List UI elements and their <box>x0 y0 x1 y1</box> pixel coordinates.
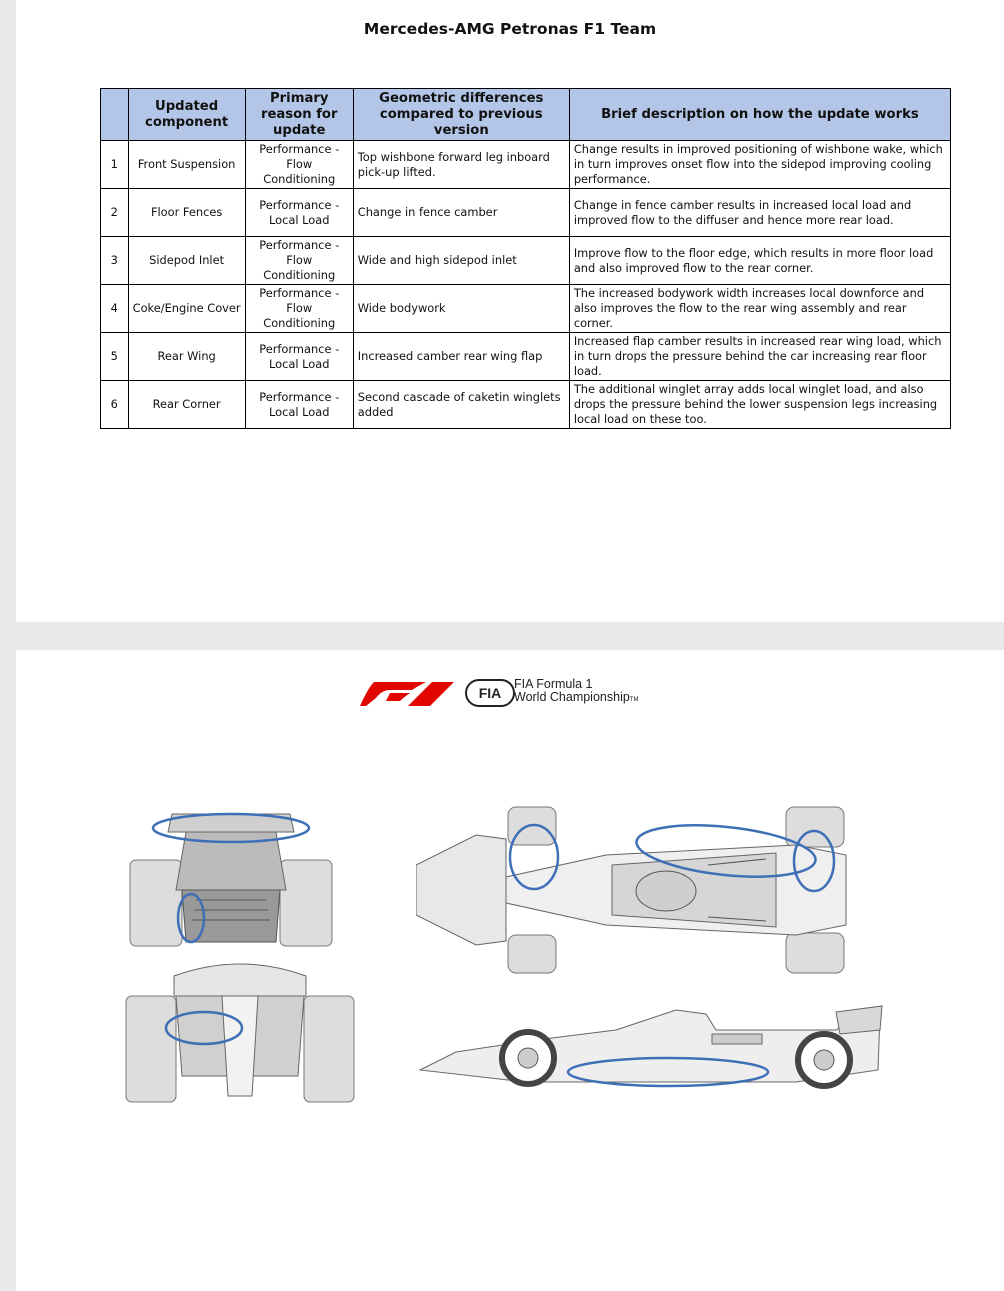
header-num <box>101 89 129 141</box>
row-number: 1 <box>101 141 129 189</box>
document-page-2 <box>16 650 1004 1291</box>
row-geometry: Change in fence camber <box>353 189 569 237</box>
row-number: 4 <box>101 285 129 333</box>
row-description: The additional winglet array adds local winglet load, and also drops the pressure behind the lower suspension legs increasing local load on these too. <box>569 381 950 429</box>
header-component: Updated component <box>128 89 245 141</box>
header-geometry: Geometric differences compared to previous version <box>353 89 569 141</box>
row-number: 3 <box>101 237 129 285</box>
row-geometry: Second cascade of caketin winglets added <box>353 381 569 429</box>
trademark-mark: TM <box>629 697 639 703</box>
row-description: The increased bodywork width increases local downforce and also improves the flow to the rear wing assembly and rear corner. <box>569 285 950 333</box>
row-component: Rear Corner <box>128 381 245 429</box>
row-geometry: Top wishbone forward leg inboard pick-up lifted. <box>353 141 569 189</box>
row-reason: Performance - Flow Conditioning <box>245 285 353 333</box>
row-reason: Performance - Local Load <box>245 189 353 237</box>
table-row <box>101 381 951 429</box>
row-description: Change in fence camber results in increased local load and improved flow to the diffuser and hence more rear load. <box>569 189 950 237</box>
row-component: Front Suspension <box>128 141 245 189</box>
row-number: 5 <box>101 333 129 381</box>
f1-logo-icon <box>360 676 460 708</box>
row-geometry: Wide and high sidepod inlet <box>353 237 569 285</box>
row-description: Change results in improved positioning of wishbone wake, which in turn improves onset flow into the sidepod improving cooling performance. <box>569 141 950 189</box>
fia-f1-logo <box>360 676 680 710</box>
updates-table <box>100 88 951 429</box>
row-description: Increased flap camber results in increased rear wing load, which in turn drops the pressure behind the car increasing rear floor load. <box>569 333 950 381</box>
table-row <box>101 285 951 333</box>
row-reason: Performance - Local Load <box>245 381 353 429</box>
row-component: Coke/Engine Cover <box>128 285 245 333</box>
table-row <box>101 141 951 189</box>
table-row <box>101 237 951 285</box>
document-title: Mercedes-AMG Petronas F1 Team <box>363 20 657 38</box>
row-component: Floor Fences <box>128 189 245 237</box>
logo-text <box>514 678 638 707</box>
table-row <box>101 333 951 381</box>
car-top-view-drawing <box>416 805 886 975</box>
row-component: Rear Wing <box>128 333 245 381</box>
header-description: Brief description on how the update works <box>569 89 950 141</box>
row-number: 2 <box>101 189 129 237</box>
fia-badge-icon: FIA <box>465 679 515 707</box>
row-geometry: Increased camber rear wing flap <box>353 333 569 381</box>
header-reason: Primary reason for update <box>245 89 353 141</box>
row-description: Improve flow to the floor edge, which results in more floor load and also improved flow to the rear corner. <box>569 237 950 285</box>
table-header-row <box>101 89 951 141</box>
row-number: 6 <box>101 381 129 429</box>
row-reason: Performance - Flow Conditioning <box>245 237 353 285</box>
row-reason: Performance - Flow Conditioning <box>245 141 353 189</box>
row-geometry: Wide bodywork <box>353 285 569 333</box>
table-row <box>101 189 951 237</box>
car-front-view-drawing <box>122 956 358 1106</box>
car-side-view-drawing <box>416 990 886 1100</box>
row-component: Sidepod Inlet <box>128 237 245 285</box>
row-reason: Performance - Local Load <box>245 333 353 381</box>
logo-line-1: FIA Formula 1 <box>514 677 593 691</box>
document-page-1 <box>16 0 1004 622</box>
logo-line-2: World Championship <box>514 690 630 704</box>
car-rear-view-drawing <box>126 810 336 950</box>
